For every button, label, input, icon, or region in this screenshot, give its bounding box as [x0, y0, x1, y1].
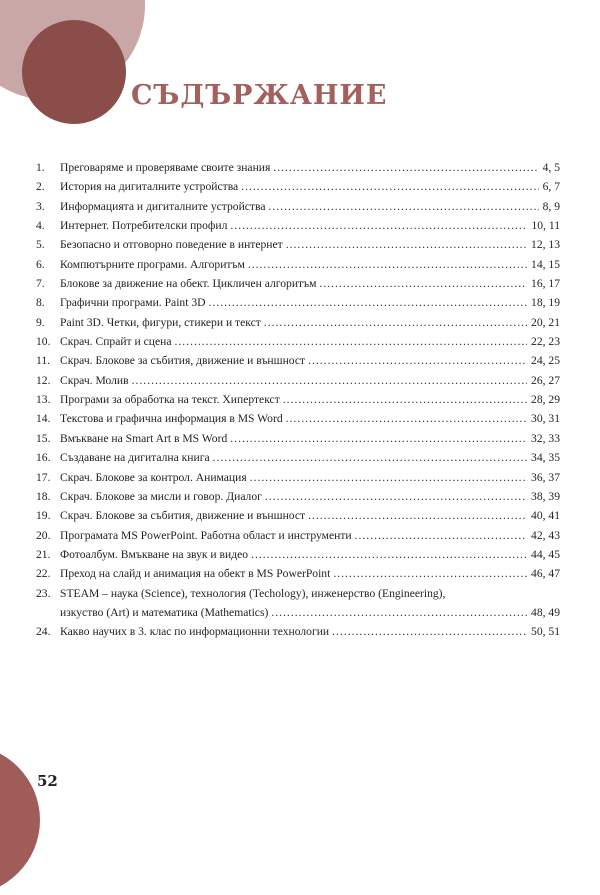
toc-entry-number: 13.: [36, 393, 51, 407]
toc-entry: [36, 216, 560, 235]
toc-entry-title: Скрач. Блокове за събития, движение и външност: [60, 354, 306, 368]
toc-leader-dots: [264, 313, 527, 332]
toc-entry-pages: 44, 45: [531, 547, 560, 561]
toc-entry-pages: 18, 19: [531, 296, 560, 310]
toc-entry-pages: 30, 31: [531, 412, 560, 426]
toc-entry-number: 24.: [36, 625, 51, 639]
toc-entry: [36, 177, 560, 196]
toc-entry: [36, 429, 560, 448]
toc-entry: [36, 564, 560, 583]
toc-leader-dots: [333, 564, 527, 583]
toc-entry: [36, 545, 560, 564]
toc-entry-number: 17.: [36, 470, 51, 484]
toc-entry-pages: 42, 43: [531, 528, 560, 542]
toc-entry-pages: 20, 21: [531, 315, 560, 329]
page-title: СЪДЪРЖАНИЕ: [131, 80, 388, 111]
toc-entry-number: 22.: [36, 567, 51, 581]
toc-entry-number: 23.: [36, 586, 51, 600]
toc-entry-number: 2.: [36, 180, 45, 194]
toc-entry-pages: 32, 33: [531, 431, 560, 445]
toc-entry-number: 3.: [36, 199, 45, 213]
toc-entry: [36, 351, 560, 370]
toc-entry: [36, 409, 560, 428]
toc-leader-dots: [319, 274, 527, 293]
table-of-contents: [36, 158, 560, 642]
toc-entry-pages: 46, 47: [531, 567, 560, 581]
toc-entry-pages: 14, 15: [531, 257, 560, 271]
toc-leader-dots: [241, 177, 538, 196]
toc-leader-dots: [248, 255, 527, 274]
toc-entry-title: Информацията и дигиталните устройства: [60, 199, 266, 213]
toc-entry-title: История на дигиталните устройства: [60, 180, 239, 194]
toc-entry-pages: 36, 37: [531, 470, 560, 484]
toc-entry-number: 18.: [36, 489, 51, 503]
toc-leader-dots: [132, 371, 527, 390]
toc-entry-number: 7.: [36, 277, 45, 291]
page-number: 52: [37, 772, 58, 790]
toc-entry-number: 6.: [36, 257, 45, 271]
toc-leader-dots: [286, 235, 527, 254]
toc-leader-dots: [355, 526, 527, 545]
toc-entry-number: 21.: [36, 547, 51, 561]
toc-entry: [36, 622, 560, 641]
toc-entry: [36, 390, 560, 409]
toc-entry-title: Paint 3D. Четки, фигури, стикери и текст: [60, 315, 261, 329]
toc-entry: [36, 526, 560, 545]
toc-entry: [36, 274, 560, 293]
toc-leader-dots: [308, 506, 527, 525]
toc-entry-title: Преход на слайд и анимация на обект в MS PowerPoint: [60, 567, 331, 581]
toc-entry-title: Скрач. Блокове за мисли и говор. Диалог: [60, 489, 262, 503]
toc-entry-pages: 16, 17: [531, 277, 560, 291]
toc-leader-dots: [273, 158, 538, 177]
toc-entry: [36, 158, 560, 177]
toc-entry-pages: 34, 35: [531, 451, 560, 465]
decorative-circle-dark: [22, 20, 126, 124]
toc-entry-pages: 48, 49: [531, 605, 560, 619]
toc-entry-pages: 4, 5: [542, 161, 560, 174]
toc-entry: [36, 197, 560, 216]
toc-entry: [36, 448, 560, 467]
toc-entry: [36, 468, 560, 487]
toc-entry-title: Скрач. Молив: [60, 373, 129, 387]
toc-entry-pages: 50, 51: [531, 625, 560, 639]
toc-entry-title: Преговаряме и проверяваме своите знания: [60, 161, 271, 174]
toc-entry-pages: 12, 13: [531, 238, 560, 252]
toc-entry-number: 10.: [36, 335, 51, 349]
toc-entry-title: Графични програми. Paint 3D: [60, 296, 206, 310]
toc-entry-number: 8.: [36, 296, 45, 310]
toc-entry-pages: 8, 9: [542, 199, 560, 213]
toc-entry-number: 9.: [36, 315, 45, 329]
toc-entry-pages: 40, 41: [531, 509, 560, 523]
toc-leader-dots: [308, 351, 527, 370]
toc-entry-number: 16.: [36, 451, 51, 465]
toc-entry-title-continued: изкуство (Art) и математика (Mathematics): [60, 605, 269, 619]
toc-entry: [36, 506, 560, 525]
toc-leader-dots: [268, 197, 538, 216]
toc-entry-title: Скрач. Блокове за събития, движение и външност: [60, 509, 306, 523]
toc-entry: [36, 313, 560, 332]
toc-entry-pages: 6, 7: [542, 180, 560, 194]
toc-entry-title: Блокове за движение на обект. Цикличен алгоритъм: [60, 277, 317, 291]
toc-entry-title: Вмъкване на Smart Art в MS Word: [60, 431, 228, 445]
toc-entry-number: 4.: [36, 219, 45, 233]
toc-entry-pages: 38, 39: [531, 489, 560, 503]
toc-entry-title: Програми за обработка на текст. Хипертекст: [60, 393, 280, 407]
toc-entry-number: 11.: [36, 354, 51, 368]
toc-leader-dots: [174, 332, 527, 351]
toc-leader-dots: [209, 293, 528, 312]
toc-leader-dots: [250, 468, 527, 487]
toc-entry: [36, 293, 560, 312]
toc-leader-dots: [283, 390, 527, 409]
toc-leader-dots: [230, 429, 527, 448]
toc-entry: [36, 255, 560, 274]
toc-leader-dots: [332, 622, 527, 641]
toc-entry-title: Създаване на дигитална книга: [60, 451, 210, 465]
toc-entry-pages: 26, 27: [531, 373, 560, 387]
toc-entry-title: Програмата MS PowerPoint. Работна област и инструменти: [60, 528, 352, 542]
toc-entry-number: 12.: [36, 373, 51, 387]
toc-leader-dots: [265, 487, 527, 506]
toc-entry-continuation: [36, 603, 560, 622]
toc-entry-title: Текстова и графична информация в MS Word: [60, 412, 283, 426]
toc-entry-title: Фотоалбум. Вмъкване на звук и видео: [60, 547, 249, 561]
toc-entry-number: 1.: [36, 161, 45, 174]
toc-entry-title: Какво научих в 3. клас по информационни технологии: [60, 625, 330, 639]
toc-entry: [36, 584, 560, 603]
toc-entry: [36, 235, 560, 254]
toc-leader-dots: [271, 603, 527, 622]
toc-entry-number: 5.: [36, 238, 45, 252]
toc-entry-title: STEAM – наука (Science), технология (Techology), инженерство (Engineering),: [60, 586, 446, 600]
toc-leader-dots: [213, 448, 527, 467]
toc-entry-title: Компютърните програми. Алгоритъм: [60, 257, 245, 271]
toc-entry-number: 20.: [36, 528, 51, 542]
toc-leader-dots: [230, 216, 527, 235]
toc-entry-pages: 28, 29: [531, 393, 560, 407]
toc-entry-number: 19.: [36, 509, 51, 523]
toc-entry-title: Интернет. Потребителски профил: [60, 219, 228, 233]
toc-entry-pages: 22, 23: [531, 335, 560, 349]
toc-entry-pages: 24, 25: [531, 354, 560, 368]
toc-entry-title: Скрач. Спрайт и сцена: [60, 335, 172, 349]
decorative-circle-bottom: [0, 745, 40, 895]
toc-entry-pages: 10, 11: [531, 219, 560, 233]
toc-entry: [36, 487, 560, 506]
toc-entry-number: 15.: [36, 431, 51, 445]
toc-entry-number: 14.: [36, 412, 51, 426]
toc-entry: [36, 332, 560, 351]
toc-leader-dots: [286, 409, 527, 428]
toc-entry-title: Скрач. Блокове за контрол. Анимация: [60, 470, 247, 484]
toc-leader-dots: [251, 545, 527, 564]
toc-entry: [36, 371, 560, 390]
toc-entry-title: Безопасно и отговорно поведение в интернет: [60, 238, 283, 252]
